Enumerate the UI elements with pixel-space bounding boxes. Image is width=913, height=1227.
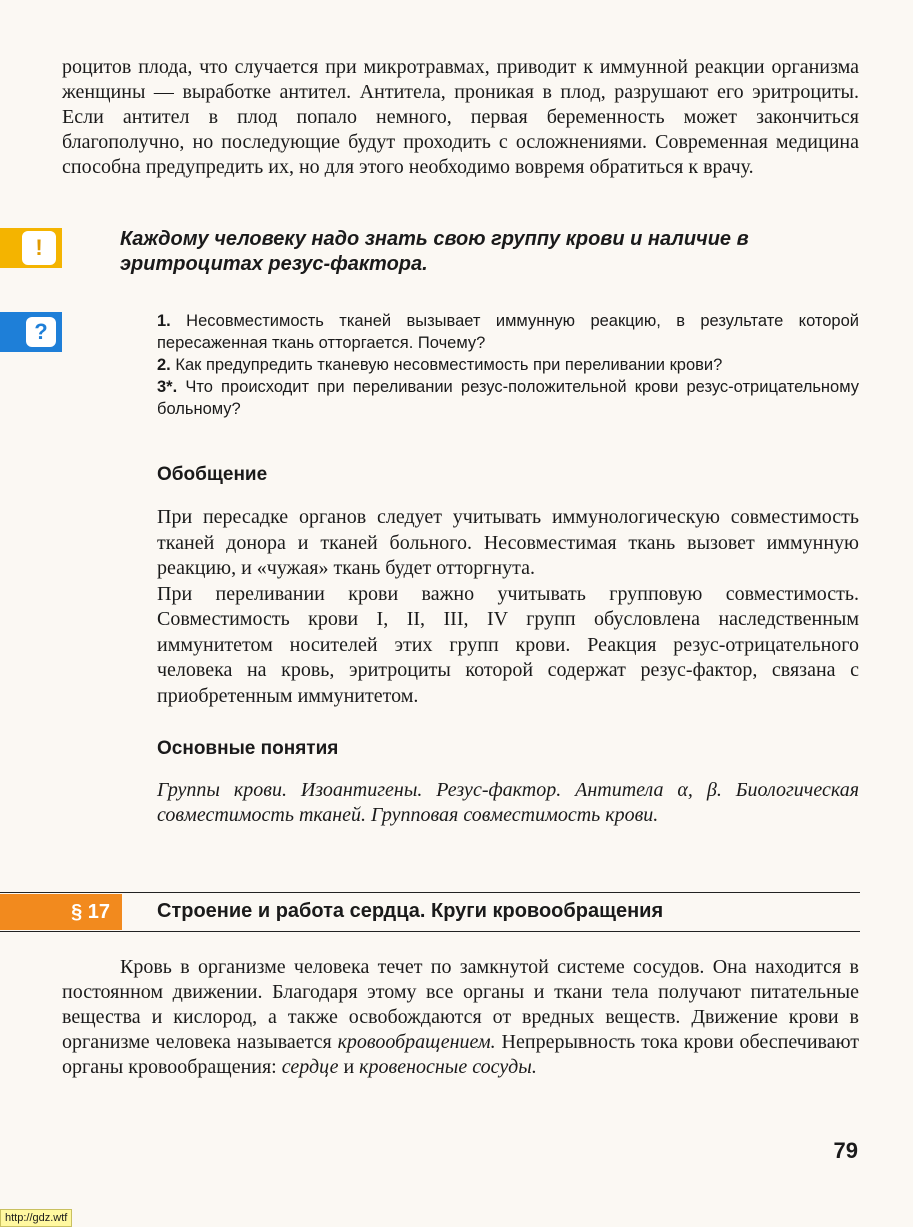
- term-circulation: кровообращением.: [337, 1031, 496, 1053]
- summary-paragraph: При переливании крови важно учитывать групповую совместимость. Совместимость крови I, II, III, IV групп обусловлена наследственным иммунитетом носителей этих групп крови. Реакция резус-отрицательного человека на кровь, эритроциты которой содержат резус-фактор, связана с приобретенным иммунитетом.: [157, 582, 859, 707]
- intro-paragraph: роцитов плода, что случается при микротравмах, приводит к иммунной реакции организма женщины — выработке антител. Антитела, проникая в плод, разрушают его эритроциты. Если антител в плод попало немного, первая беременность может закончиться благополучно, но последующие будут проходить с осложнениями. Современная медицина способна предупредить их, но для этого необходимо вовремя обратиться к врачу.: [62, 56, 859, 178]
- question-item: 3*. Что происходит при переливании резус-положительной крови резус-отрицательному больному?: [157, 378, 859, 418]
- exclamation-icon: !: [22, 231, 56, 265]
- review-questions: [157, 310, 859, 420]
- summary-heading: Обобщение: [157, 464, 268, 485]
- question-icon: ?: [26, 317, 56, 347]
- section-badge: § 17: [0, 894, 122, 930]
- section-title: Строение и работа сердца. Круги кровообращения: [157, 900, 664, 922]
- term-vessels: кровеносные сосуды.: [359, 1056, 537, 1078]
- important-marker: [0, 228, 62, 268]
- question-item: 1. Несовместимость тканей вызывает иммунную реакцию, в результате которой пересаженная ткань отторгается. Почему?: [157, 312, 859, 352]
- concepts-text: Группы крови. Изоантигены. Резус-фактор. Антитела α, β. Биологическая совместимость тканей. Групповая совместимость крови.: [157, 779, 859, 826]
- page-number: 79: [833, 1138, 858, 1163]
- section-rule-top: [0, 892, 860, 893]
- summary-paragraph: При пересадке органов следует учитывать иммунологическую совместимость тканей донора и тканей больного. Несовместимая ткань вызовет иммунную реакцию, и «чужая» ткань будет отторгнута.: [157, 506, 859, 579]
- watermark-link[interactable]: http://gdz.wtf: [0, 1209, 72, 1227]
- summary-text: [157, 505, 859, 709]
- question-marker: [0, 312, 62, 352]
- concepts-heading: Основные понятия: [157, 738, 339, 759]
- question-item: 2. Как предупредить тканевую несовместимость при переливании крови?: [157, 356, 723, 374]
- important-note: Каждому человеку надо знать свою группу крови и наличие в эритроцитах резус-фактора.: [120, 228, 749, 275]
- term-heart: сердце: [281, 1056, 339, 1078]
- section-body: Кровь в организме человека течет по замкнутой системе сосудов. Она находится в постоянном движении. Благодаря этому все органы и ткани тела получают питательные вещества и кислород, а также освобождаются от вредных веществ. Движение крови в организме человека называется кровообращением. Непрерывность тока крови обеспечивают органы кровообращения: сердце и кровеносные сосуды.: [62, 956, 859, 1078]
- section-rule-bottom: [0, 931, 860, 932]
